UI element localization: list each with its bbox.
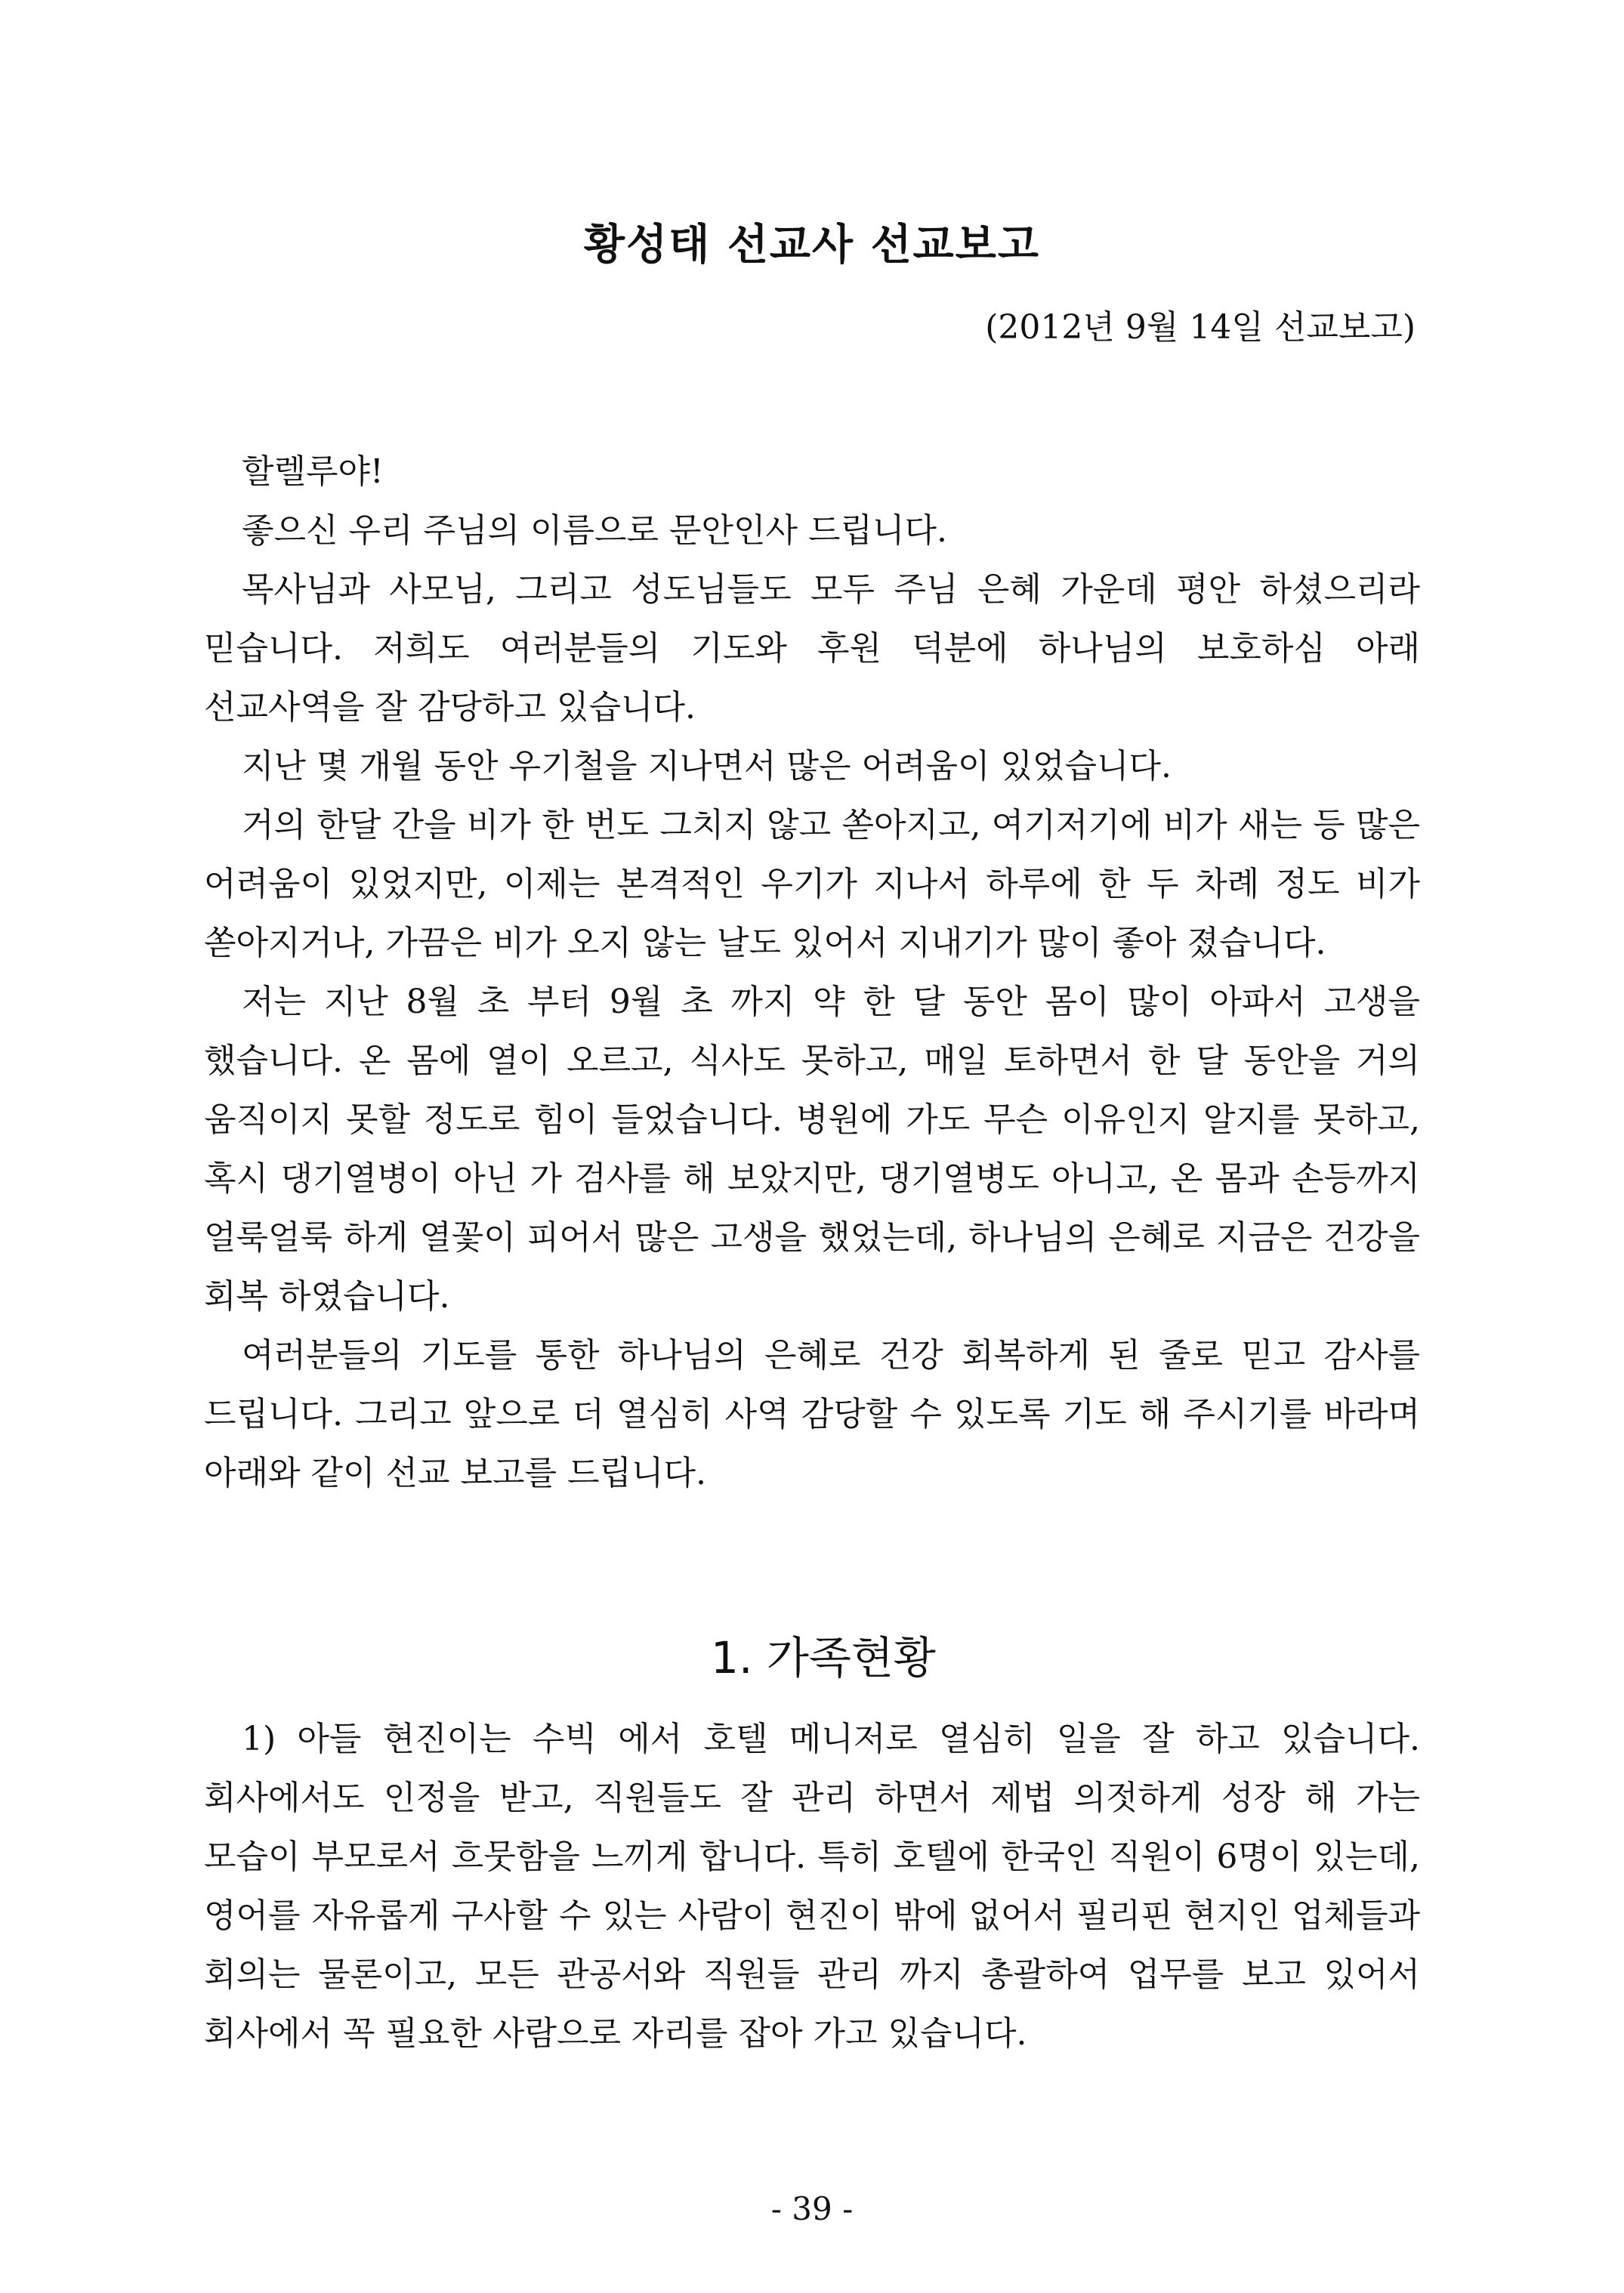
greeting-paragraph: 할렐루야! <box>242 452 384 491</box>
body-paragraph: 저는 지난 8월 초 부터 9월 초 까지 약 한 달 동안 몸이 많이 아파서 고생을 했습니다. 온 몸에 열이 오르고, 식사도 못하고, 매일 토하면서 한 달 동안을 거의 움직이지 못할 정도로 힘이 들었습니다. 병원에 가도 무슨 이유인지 알지를 못하고, 혹시 댕기열병이 아닌 가 검사를 해 보았지만, 댕기열병도 아니고, 온 몸과 손등까지 얼룩얼룩 하게 열꽃이 피어서 많은 고생을 했었는데, 하나님의 은혜로 지금은 건강을 회복 하였습니다. <box>204 983 1420 1316</box>
report-title: 황성태 선교사 선교보고 <box>584 221 1040 270</box>
body-paragraph: 거의 한달 간을 비가 한 번도 그치지 않고 쏟아지고, 여기저기에 비가 새는 등 많은 어려움이 있었지만, 이제는 본격적인 우기가 지나서 하루에 한 두 차례 정도 비가 쏟아지거나, 가끔은 비가 오지 않는 날도 있어서 지내기가 많이 좋아 졌습니다. <box>204 806 1420 962</box>
family-section <box>204 1710 1420 2063</box>
body-paragraph: 지난 몇 개월 동안 우기철을 지나면서 많은 어려움이 있었습니다. <box>242 747 1172 785</box>
body-paragraph: 1) 아들 현진이는 수빅 에서 호텔 메니저로 열심히 일을 잘 하고 있습니다. 회사에서도 인정을 받고, 직원들도 잘 관리 하면서 제법 의젓하게 성장 해 가는 모습이 부모로서 흐뭇함을 느끼게 합니다. 특히 호텔에 한국인 직원이 6명이 있는데, 영어를 자유롭게 구사할 수 있는 사람이 현진이 밖에 없어서 필리핀 현지인 업체들과 회의는 물론이고, 모든 관공서와 직원들 관리 까지 총괄하여 업무를 보고 있어서 회사에서 꼭 필요한 사람으로 자리를 잡아 가고 있습니다. <box>204 1720 1420 2053</box>
body-paragraph: 여러분들의 기도를 통한 하나님의 은혜로 건강 회복하게 된 줄로 믿고 감사를 드립니다. 그리고 앞으로 더 열심히 사역 감당할 수 있도록 기도 해 주시기를 바라며 아래와 같이 선교 보고를 드립니다. <box>204 1336 1421 1492</box>
page-number: - 39 - <box>770 2190 854 2227</box>
report-date: (2012년 9월 14일 선교보고) <box>985 308 1416 347</box>
body-paragraph: 좋으신 우리 주님의 이름으로 문안인사 드립니다. <box>242 511 947 550</box>
body-paragraph: 목사님과 사모님, 그리고 성도님들도 모두 주님 은혜 가운데 평안 하셨으리라 믿습니다. 저희도 여러분들의 기도와 후원 덕분에 하나님의 보호하심 아래 선교사역을 잘 감당하고 있습니다. <box>204 570 1420 727</box>
section-heading-family: 1. 가족현황 <box>711 1632 936 1683</box>
intro-section <box>204 443 1420 1503</box>
